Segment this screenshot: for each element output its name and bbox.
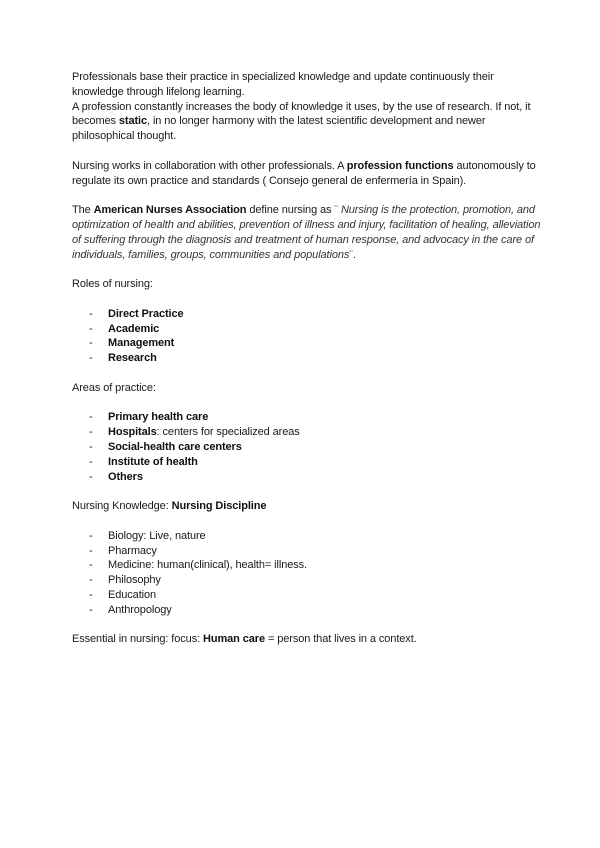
list-item: - Hospitals: centers for specialized areas	[72, 425, 542, 440]
list-item: - Institute of health	[72, 455, 542, 470]
list-item: - Education	[72, 588, 542, 603]
list-item: - Management	[72, 336, 542, 351]
static-term: static	[118, 115, 148, 128]
roles-heading: Roles of nursing:	[72, 278, 153, 291]
intro-text-b: , in no longer harmony with the latest scientific development and newer philosophical thought.	[72, 115, 486, 143]
list-item: - Medicine: human(clinical), health= illness.	[72, 558, 542, 573]
intro-paragraph-1: Professionals base their practice in specialized knowledge and update continuously their knowledge through lifelong learning.	[72, 71, 494, 98]
knowledge-heading: Nursing Knowledge: Nursing Discipline	[72, 500, 267, 513]
ana-text-c: ¨.	[349, 248, 356, 261]
collaboration-paragraph	[72, 159, 542, 189]
nursing-discipline-term: Nursing Discipline	[171, 500, 267, 513]
list-item: - Anthropology	[72, 603, 542, 618]
list-item: - Research	[72, 351, 542, 366]
list-item: - Primary health care	[72, 410, 542, 425]
nursing-definition-quote: Nursing is the protection, promotion, and optimization of health and abilities, prevention of illness and injury, facilitation of healing, alleviation of suffering through the diagnosis and treatment of human response, and advocacy in the care of individuals, families, groups, communities and populations	[72, 204, 541, 261]
human-care-term: Human care	[203, 633, 265, 646]
list-item: - Others	[72, 470, 542, 485]
essential-paragraph: Essential in nursing: focus: Human care = person that lives in a context.	[72, 633, 417, 646]
list-item: - Social-health care centers	[72, 440, 542, 455]
collab-text-b: autonomously to regulate its own practice and standards ( Consejo general de enfermería in Spain).	[72, 159, 536, 187]
roles-list	[72, 307, 542, 366]
knowledge-list	[72, 529, 542, 618]
list-item: - Biology: Live, nature	[72, 529, 542, 544]
ana-text-b: define nursing as ¨	[246, 204, 341, 217]
intro-paragraph-2	[72, 100, 542, 144]
ana-definition-paragraph	[72, 203, 542, 262]
collab-text-a: Nursing works in collaboration with other professionals. A	[72, 159, 347, 172]
list-item: - Philosophy	[72, 573, 542, 588]
areas-heading: Areas of practice:	[72, 381, 156, 394]
areas-list	[72, 410, 542, 484]
ana-text-a: The	[72, 204, 94, 217]
profession-functions-term: profession functions	[346, 159, 454, 172]
list-item: - Direct Practice	[72, 307, 542, 322]
document-body	[72, 70, 542, 647]
intro-text-a: A profession constantly increases the body of knowledge it uses, by the use of research. If not, it becomes	[72, 100, 531, 128]
list-item: - Pharmacy	[72, 544, 542, 559]
ana-name: American Nurses Association	[93, 204, 247, 217]
list-item: - Academic	[72, 322, 542, 337]
